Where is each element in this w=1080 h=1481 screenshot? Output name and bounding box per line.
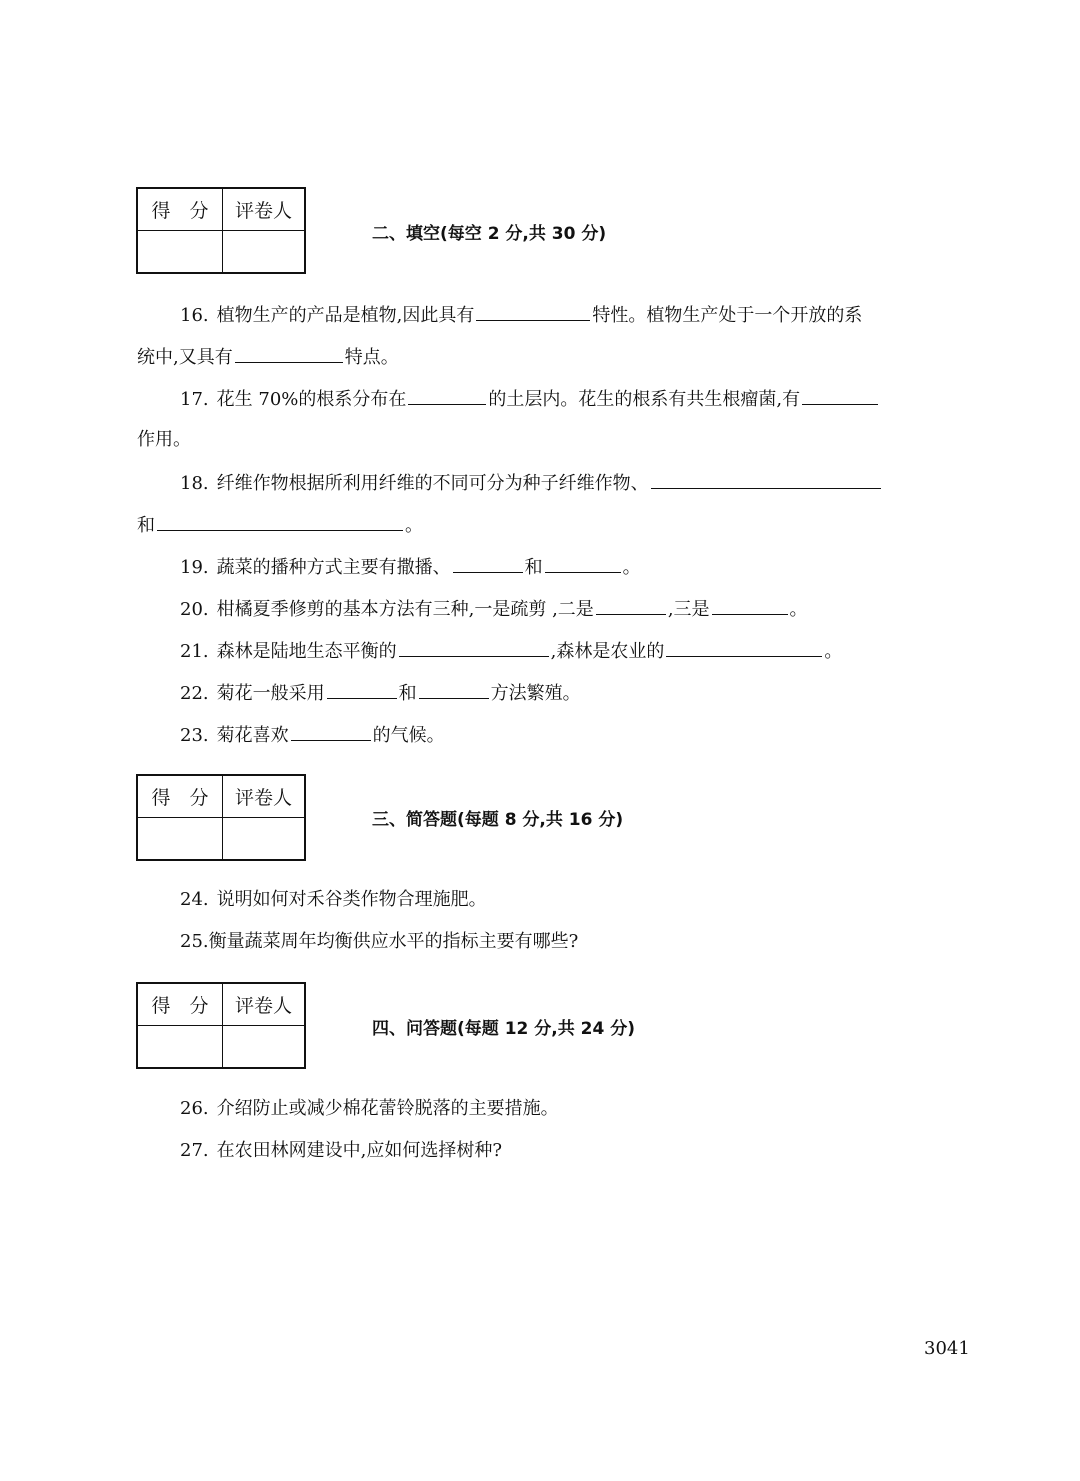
question-16 — [180, 302, 862, 328]
answer-blank[interactable] — [596, 596, 666, 615]
answer-blank[interactable] — [327, 680, 397, 699]
score-table — [136, 187, 306, 274]
question-text: 在农田林网建设中,应如何选择树种? — [216, 1140, 503, 1161]
question-text: ,三是 — [667, 599, 710, 620]
question-17-cont — [137, 428, 191, 452]
page-number: 3041 — [924, 1338, 970, 1359]
question-number: 25. — [180, 931, 209, 952]
question-text: 。 — [789, 599, 808, 620]
answer-blank[interactable] — [476, 302, 590, 321]
question-27 — [180, 1139, 502, 1163]
score-table — [136, 774, 306, 861]
grader-cell[interactable] — [223, 1026, 306, 1069]
question-number: 18. — [180, 473, 209, 494]
answer-blank[interactable] — [453, 554, 523, 573]
question-text: 方法繁殖。 — [490, 683, 581, 704]
question-text: 。 — [405, 515, 423, 536]
question-text: 衡量蔬菜周年均衡供应水平的指标主要有哪些? — [208, 931, 579, 952]
question-23 — [180, 722, 445, 748]
grader-cell[interactable] — [223, 231, 306, 274]
question-25 — [180, 930, 578, 954]
question-text: 介绍防止或减少棉花蕾铃脱落的主要措施。 — [216, 1098, 559, 1119]
score-label: 得 分 — [137, 983, 223, 1026]
question-text: 植物生产的产品是植物,因此具有 — [216, 305, 475, 326]
question-text: 蔬菜的播种方式主要有撒播、 — [216, 557, 451, 578]
question-21 — [180, 638, 842, 664]
section-title-fill-blank: 二、填空(每空 2 分,共 30 分) — [372, 224, 607, 244]
answer-blank[interactable] — [802, 386, 878, 405]
question-text: 花生 70%的根系分布在 — [216, 389, 407, 410]
question-text: ,森林是农业的 — [550, 641, 665, 662]
question-number: 17. — [180, 389, 209, 410]
question-text: 统中,又具有 — [137, 347, 233, 368]
question-text: 和 — [137, 515, 155, 536]
question-number: 26. — [180, 1098, 209, 1119]
question-18 — [180, 470, 883, 496]
score-label: 得 分 — [137, 775, 223, 818]
question-text: 。 — [622, 557, 641, 578]
section-title-essay: 四、问答题(每题 12 分,共 24 分) — [372, 1019, 635, 1039]
question-text: 特性。植物生产处于一个开放的系 — [592, 305, 863, 326]
question-text: 纤维作物根据所利用纤维的不同可分为种子纤维作物、 — [216, 473, 649, 494]
question-17 — [180, 386, 880, 412]
question-19 — [180, 554, 641, 580]
answer-blank[interactable] — [712, 596, 788, 615]
score-label: 得 分 — [137, 188, 223, 231]
score-cell[interactable] — [137, 231, 223, 274]
question-number: 16. — [180, 305, 209, 326]
section-title-short-answer: 三、简答题(每题 8 分,共 16 分) — [372, 810, 624, 830]
grader-label: 评卷人 — [223, 983, 306, 1026]
question-text: 菊花喜欢 — [216, 725, 289, 746]
answer-blank[interactable] — [399, 638, 549, 657]
grader-label: 评卷人 — [223, 188, 306, 231]
score-cell[interactable] — [137, 818, 223, 861]
question-24 — [180, 888, 487, 912]
question-text: 的气候。 — [372, 725, 445, 746]
answer-blank[interactable] — [666, 638, 822, 657]
question-number: 21. — [180, 641, 209, 662]
question-text: 说明如何对禾谷类作物合理施肥。 — [216, 889, 487, 910]
question-18-cont — [137, 512, 423, 538]
question-20 — [180, 596, 808, 622]
question-text: 的土层内。花生的根系有共生根瘤菌,有 — [488, 389, 801, 410]
score-cell[interactable] — [137, 1026, 223, 1069]
question-16-cont — [137, 344, 399, 370]
question-26 — [180, 1097, 559, 1121]
question-number: 19. — [180, 557, 209, 578]
answer-blank[interactable] — [545, 554, 621, 573]
score-table — [136, 982, 306, 1069]
question-text: 作用。 — [137, 429, 191, 450]
grader-cell[interactable] — [223, 818, 306, 861]
question-text: 特点。 — [344, 347, 399, 368]
question-number: 23. — [180, 725, 209, 746]
question-text: 和 — [524, 557, 543, 578]
grader-label: 评卷人 — [223, 775, 306, 818]
answer-blank[interactable] — [291, 722, 371, 741]
question-number: 22. — [180, 683, 209, 704]
question-text: 和 — [398, 683, 417, 704]
answer-blank[interactable] — [651, 470, 881, 489]
question-text: 菊花一般采用 — [216, 683, 325, 704]
question-text: 柑橘夏季修剪的基本方法有三种,一是疏剪 ,二是 — [216, 599, 594, 620]
answer-blank[interactable] — [235, 344, 343, 363]
question-text: 森林是陆地生态平衡的 — [216, 641, 397, 662]
answer-blank[interactable] — [408, 386, 486, 405]
question-text: 。 — [824, 641, 843, 662]
answer-blank[interactable] — [419, 680, 489, 699]
answer-blank[interactable] — [157, 512, 403, 531]
question-22 — [180, 680, 581, 706]
question-number: 24. — [180, 889, 209, 910]
question-number: 20. — [180, 599, 209, 620]
question-number: 27. — [180, 1140, 209, 1161]
